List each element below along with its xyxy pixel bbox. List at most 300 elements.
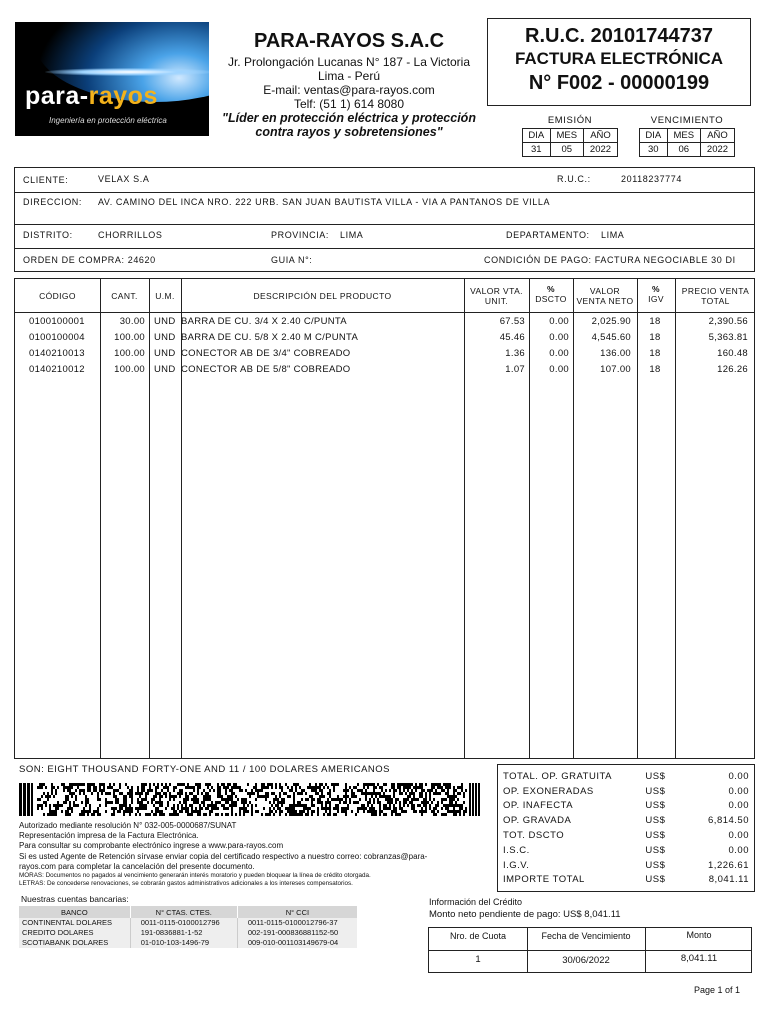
barcode-module xyxy=(261,783,263,786)
barcode-module xyxy=(195,801,197,804)
barcode-module xyxy=(191,807,193,810)
barcode-module xyxy=(211,804,213,807)
barcode-module xyxy=(93,789,95,792)
barcode-module xyxy=(85,804,87,807)
barcode-module xyxy=(113,795,115,798)
cell-total: 126.26 xyxy=(717,364,748,375)
barcode-module xyxy=(423,810,425,813)
barcode-module xyxy=(305,807,307,810)
barcode-module xyxy=(243,798,245,801)
barcode-module xyxy=(345,807,347,810)
barcode-module xyxy=(455,813,457,816)
barcode-module xyxy=(319,801,321,804)
barcode-module xyxy=(385,789,387,792)
barcode-module xyxy=(329,804,331,807)
barcode-module xyxy=(325,801,327,804)
barcode-module xyxy=(273,807,275,810)
barcode-module xyxy=(161,789,163,792)
barcode-module xyxy=(429,798,431,801)
barcode-module xyxy=(217,792,219,795)
barcode-module xyxy=(387,807,389,810)
barcode-module xyxy=(411,783,413,786)
barcode-module xyxy=(345,795,347,798)
barcode-module xyxy=(181,810,183,813)
barcode-module xyxy=(137,801,139,804)
barcode-module xyxy=(429,804,431,807)
barcode-module xyxy=(81,801,83,804)
barcode-module xyxy=(439,783,441,786)
barcode-module xyxy=(55,792,57,795)
barcode-module xyxy=(459,813,461,816)
barcode-module xyxy=(313,789,315,792)
barcode-module xyxy=(259,789,261,792)
barcode-module xyxy=(177,783,179,786)
barcode-module xyxy=(203,801,205,804)
barcode-module xyxy=(69,783,71,786)
barcode-module xyxy=(85,801,87,804)
barcode-module xyxy=(111,801,113,804)
barcode-module xyxy=(445,804,447,807)
barcode-module xyxy=(231,795,233,798)
barcode-module xyxy=(295,789,297,792)
barcode-module xyxy=(193,786,195,789)
barcode-module xyxy=(51,810,53,813)
barcode-module xyxy=(419,786,421,789)
barcode-module xyxy=(419,810,421,813)
invoice-number: N° F002 - 00000199 xyxy=(528,72,710,94)
barcode-module xyxy=(331,798,333,801)
barcode-module xyxy=(47,795,49,798)
barcode-module xyxy=(63,786,65,789)
barcode-module xyxy=(95,810,97,813)
barcode-module xyxy=(47,798,49,801)
barcode-module xyxy=(41,807,43,810)
barcode-module xyxy=(115,789,117,792)
barcode-module xyxy=(55,810,57,813)
barcode-module xyxy=(281,789,283,792)
barcode-module xyxy=(309,795,311,798)
barcode-module xyxy=(463,795,465,798)
barcode-module xyxy=(405,801,407,804)
barcode-module xyxy=(77,786,79,789)
barcode-module xyxy=(229,804,231,807)
barcode-module xyxy=(405,792,407,795)
barcode-module xyxy=(75,795,77,798)
barcode-module xyxy=(145,795,147,798)
barcode-module xyxy=(161,804,163,807)
barcode-module xyxy=(291,804,293,807)
barcode-module xyxy=(327,798,329,801)
barcode-module xyxy=(213,807,215,810)
barcode-module xyxy=(279,792,281,795)
barcode-module xyxy=(279,813,281,816)
barcode-bar xyxy=(472,783,474,816)
barcode-module xyxy=(431,801,433,804)
barcode-module xyxy=(433,792,435,795)
company-email: E-mail: ventas@para-rayos.com xyxy=(263,83,435,97)
barcode-module xyxy=(255,810,257,813)
departamento-value: LIMA xyxy=(601,230,625,240)
barcode-module xyxy=(141,807,143,810)
barcode-module xyxy=(371,783,373,786)
barcode-module xyxy=(447,804,449,807)
company-name: PARA-RAYOS S.A.C xyxy=(253,30,445,52)
barcode-module xyxy=(225,801,227,804)
barcode-module xyxy=(131,795,133,798)
barcode-module xyxy=(85,810,87,813)
barcode-module xyxy=(423,798,425,801)
barcode-module xyxy=(449,810,451,813)
barcode-module xyxy=(65,801,67,804)
barcode-module xyxy=(249,792,251,795)
barcode-module xyxy=(361,789,363,792)
barcode-module xyxy=(351,795,353,798)
barcode-module xyxy=(375,792,377,795)
total-label: I.S.C. xyxy=(503,844,530,856)
barcode-module xyxy=(165,786,167,789)
barcode-module xyxy=(255,798,257,801)
barcode-module xyxy=(399,789,401,792)
barcode-bar xyxy=(21,783,22,816)
barcode-module xyxy=(207,792,209,795)
barcode-module xyxy=(51,786,53,789)
barcode-module xyxy=(251,813,253,816)
barcode-module xyxy=(235,786,237,789)
barcode-module xyxy=(53,795,55,798)
barcode-module xyxy=(321,807,323,810)
barcode-module xyxy=(369,798,371,801)
barcode-module xyxy=(453,810,455,813)
cell-vu: 1.07 xyxy=(505,364,525,375)
barcode-module xyxy=(105,810,107,813)
barcode-module xyxy=(113,789,115,792)
barcode-module xyxy=(363,810,365,813)
barcode-module xyxy=(435,804,437,807)
barcode-module xyxy=(187,783,189,786)
barcode-module xyxy=(273,792,275,795)
barcode-module xyxy=(415,786,417,789)
barcode-bar xyxy=(478,783,480,816)
barcode-module xyxy=(291,786,293,789)
barcode-module xyxy=(421,807,423,810)
barcode-module xyxy=(385,813,387,816)
barcode-module xyxy=(421,783,423,786)
barcode-module xyxy=(307,813,309,816)
barcode-module xyxy=(291,807,293,810)
barcode-module xyxy=(37,786,39,789)
barcode-module xyxy=(67,789,69,792)
company-address: Jr. Prolongación Lucanas N° 187 - La Victoria xyxy=(227,55,471,69)
barcode-module xyxy=(455,795,457,798)
barcode-module xyxy=(409,783,411,786)
barcode-module xyxy=(347,804,349,807)
barcode-module xyxy=(227,795,229,798)
barcode-module xyxy=(285,813,287,816)
barcode-module xyxy=(107,792,109,795)
barcode-module xyxy=(313,810,315,813)
barcode-module xyxy=(245,789,247,792)
barcode-module xyxy=(329,810,331,813)
barcode-module xyxy=(279,807,281,810)
barcode-module xyxy=(451,810,453,813)
barcode-module xyxy=(185,804,187,807)
total-label: OP. INAFECTA xyxy=(503,800,574,812)
bank-header: N° CCI xyxy=(285,907,310,917)
barcode-module xyxy=(55,804,57,807)
barcode-module xyxy=(377,783,379,786)
barcode-module xyxy=(311,786,313,789)
barcode-module xyxy=(95,789,97,792)
barcode-module xyxy=(159,795,161,798)
barcode-module xyxy=(83,810,85,813)
barcode-bar xyxy=(19,783,21,816)
barcode-module xyxy=(191,786,193,789)
barcode-module xyxy=(277,804,279,807)
barcode-module xyxy=(267,786,269,789)
barcode-module xyxy=(421,792,423,795)
barcode-module xyxy=(173,789,175,792)
barcode-module xyxy=(151,789,153,792)
barcode-module xyxy=(223,807,225,810)
barcode-module xyxy=(459,792,461,795)
barcode-module xyxy=(377,798,379,801)
barcode-module xyxy=(115,801,117,804)
barcode-module xyxy=(311,813,313,816)
barcode-module xyxy=(291,810,293,813)
barcode-module xyxy=(203,804,205,807)
barcode-module xyxy=(83,807,85,810)
barcode-module xyxy=(243,810,245,813)
barcode-module xyxy=(245,798,247,801)
barcode-module xyxy=(173,786,175,789)
bank-cell: 009-010-001103149679-04 xyxy=(247,938,339,947)
barcode-module xyxy=(337,807,339,810)
barcode-module xyxy=(317,792,319,795)
barcode-module xyxy=(459,810,461,813)
barcode-module xyxy=(141,792,143,795)
cell-codigo: 0100100004 xyxy=(29,332,85,343)
barcode-module xyxy=(89,786,91,789)
barcode-module xyxy=(131,801,133,804)
barcode-module xyxy=(125,810,127,813)
barcode-module xyxy=(307,807,309,810)
cell-neto: 136.00 xyxy=(600,348,631,359)
barcode-module xyxy=(167,786,169,789)
barcode-module xyxy=(227,801,229,804)
barcode-module xyxy=(143,798,145,801)
barcode-module xyxy=(143,807,145,810)
barcode-module xyxy=(241,789,243,792)
barcode-module xyxy=(329,801,331,804)
barcode-module xyxy=(191,792,193,795)
barcode-module xyxy=(373,792,375,795)
barcode-module xyxy=(203,789,205,792)
barcode-module xyxy=(123,810,125,813)
barcode-module xyxy=(371,813,373,816)
bank-cell: CONTINENTAL DOLARES xyxy=(19,918,130,928)
note-moras: MORAS: Documentos no pagados al vencimiento generarán interés moratorio y pueden bloquear la línea de crédito otorgada. xyxy=(19,872,371,879)
barcode-module xyxy=(51,792,53,795)
cell-codigo: 0140210012 xyxy=(29,364,85,375)
barcode-module xyxy=(431,783,433,786)
barcode-module xyxy=(391,801,393,804)
barcode-module xyxy=(171,813,173,816)
barcode-module xyxy=(227,807,229,810)
barcode-module xyxy=(149,786,151,789)
barcode-module xyxy=(199,783,201,786)
barcode-module xyxy=(449,783,451,786)
barcode-module xyxy=(375,786,377,789)
barcode-bar xyxy=(475,783,477,816)
barcode-module xyxy=(119,807,121,810)
vencimiento-date-table: DIA MES AÑO 30 06 2022 xyxy=(639,128,735,157)
bank-row xyxy=(19,938,357,948)
barcode-module xyxy=(327,792,329,795)
barcode-module xyxy=(221,798,223,801)
barcode-module xyxy=(391,798,393,801)
barcode-module xyxy=(361,792,363,795)
barcode-module xyxy=(141,786,143,789)
barcode-module xyxy=(227,783,229,786)
barcode-module xyxy=(279,795,281,798)
barcode-module xyxy=(115,807,117,810)
barcode-module xyxy=(163,792,165,795)
barcode-module xyxy=(193,795,195,798)
note-letras: LETRAS: De concederse renovaciones, se cobrarán gastos administrativos adicionales a los intereses compensatorios. xyxy=(19,880,353,887)
barcode-module xyxy=(251,810,253,813)
cell-neto: 2,025.90 xyxy=(591,316,631,327)
barcode-module xyxy=(181,807,183,810)
barcode-module xyxy=(357,801,359,804)
barcode-module xyxy=(121,807,123,810)
barcode-module xyxy=(117,798,119,801)
barcode-module xyxy=(367,801,369,804)
barcode-module xyxy=(365,795,367,798)
barcode-module xyxy=(193,798,195,801)
barcode-module xyxy=(101,789,103,792)
total-currency: US$ xyxy=(645,844,666,856)
bank-cell: 191-0836881-1-52 xyxy=(130,928,237,938)
barcode-module xyxy=(209,783,211,786)
barcode-module xyxy=(345,810,347,813)
barcode-module xyxy=(455,804,457,807)
barcode-module xyxy=(333,798,335,801)
barcode-module xyxy=(231,789,233,792)
vencimiento-label: VENCIMIENTO xyxy=(650,115,724,126)
vencimiento-month: 06 xyxy=(667,143,700,157)
barcode-module xyxy=(245,807,247,810)
totals-table xyxy=(503,769,749,887)
barcode-module xyxy=(47,792,49,795)
barcode-module xyxy=(167,801,169,804)
barcode-module xyxy=(163,813,165,816)
barcode-module xyxy=(251,807,253,810)
cell-desc: CONECTOR AB DE 5/8" COBREADO xyxy=(181,364,351,375)
barcode-module xyxy=(371,804,373,807)
barcode-module xyxy=(83,783,85,786)
barcode-module xyxy=(203,798,205,801)
emision-label: EMISIÓN xyxy=(547,115,593,126)
barcode-module xyxy=(129,795,131,798)
barcode-module xyxy=(443,789,445,792)
barcode-module xyxy=(437,783,439,786)
barcode-module xyxy=(161,783,163,786)
barcode-module xyxy=(179,789,181,792)
barcode-module xyxy=(449,798,451,801)
barcode-module xyxy=(247,804,249,807)
barcode-module xyxy=(403,789,405,792)
barcode-module xyxy=(399,783,401,786)
barcode-module xyxy=(445,786,447,789)
client-ruc-value: 20118237774 xyxy=(621,174,682,184)
barcode-module xyxy=(423,804,425,807)
barcode-module xyxy=(405,783,407,786)
barcode-module xyxy=(177,813,179,816)
barcode-module xyxy=(129,804,131,807)
cell-cant: 100.00 xyxy=(114,364,145,375)
barcode-module xyxy=(257,792,259,795)
barcode-module xyxy=(225,798,227,801)
barcode-module xyxy=(285,807,287,810)
company-slogan-line2: contra rayos y sobretensiones" xyxy=(255,125,443,139)
barcode-module xyxy=(407,789,409,792)
barcode-module xyxy=(233,792,235,795)
barcode-module xyxy=(451,795,453,798)
barcode-module xyxy=(447,783,449,786)
barcode-module xyxy=(321,801,323,804)
barcode-module xyxy=(253,786,255,789)
total-value: 0.00 xyxy=(728,785,749,797)
barcode-module xyxy=(51,783,53,786)
distrito-value: CHORRILLOS xyxy=(98,230,163,240)
barcode-module xyxy=(355,801,357,804)
barcode-module xyxy=(199,807,201,810)
barcode-module xyxy=(267,792,269,795)
barcode-module xyxy=(371,795,373,798)
barcode-module xyxy=(231,804,233,807)
barcode-module xyxy=(211,786,213,789)
barcode-module xyxy=(197,813,199,816)
barcode-module xyxy=(153,804,155,807)
cell-dscto: 0.00 xyxy=(549,316,569,327)
barcode-module xyxy=(459,786,461,789)
barcode-module xyxy=(399,792,401,795)
barcode-module xyxy=(305,792,307,795)
barcode-module xyxy=(215,807,217,810)
barcode-module xyxy=(277,807,279,810)
barcode-module xyxy=(159,804,161,807)
barcode-module xyxy=(75,798,77,801)
credit-title: Información del Crédito xyxy=(429,897,523,907)
totals-row xyxy=(503,769,749,784)
barcode-module xyxy=(397,783,399,786)
barcode-module xyxy=(317,798,319,801)
barcode-bar xyxy=(469,783,471,816)
barcode-module xyxy=(97,807,99,810)
barcode-module xyxy=(85,798,87,801)
barcode-module xyxy=(233,783,235,786)
barcode-module xyxy=(81,810,83,813)
barcode-module xyxy=(455,789,457,792)
barcode-module xyxy=(437,786,439,789)
header-dscto-2: DSCTO xyxy=(535,294,567,304)
barcode-module xyxy=(465,810,467,813)
barcode-module xyxy=(239,786,241,789)
barcode-module xyxy=(93,783,95,786)
barcode-module xyxy=(333,807,335,810)
barcode-module xyxy=(157,786,159,789)
barcode-module xyxy=(385,807,387,810)
